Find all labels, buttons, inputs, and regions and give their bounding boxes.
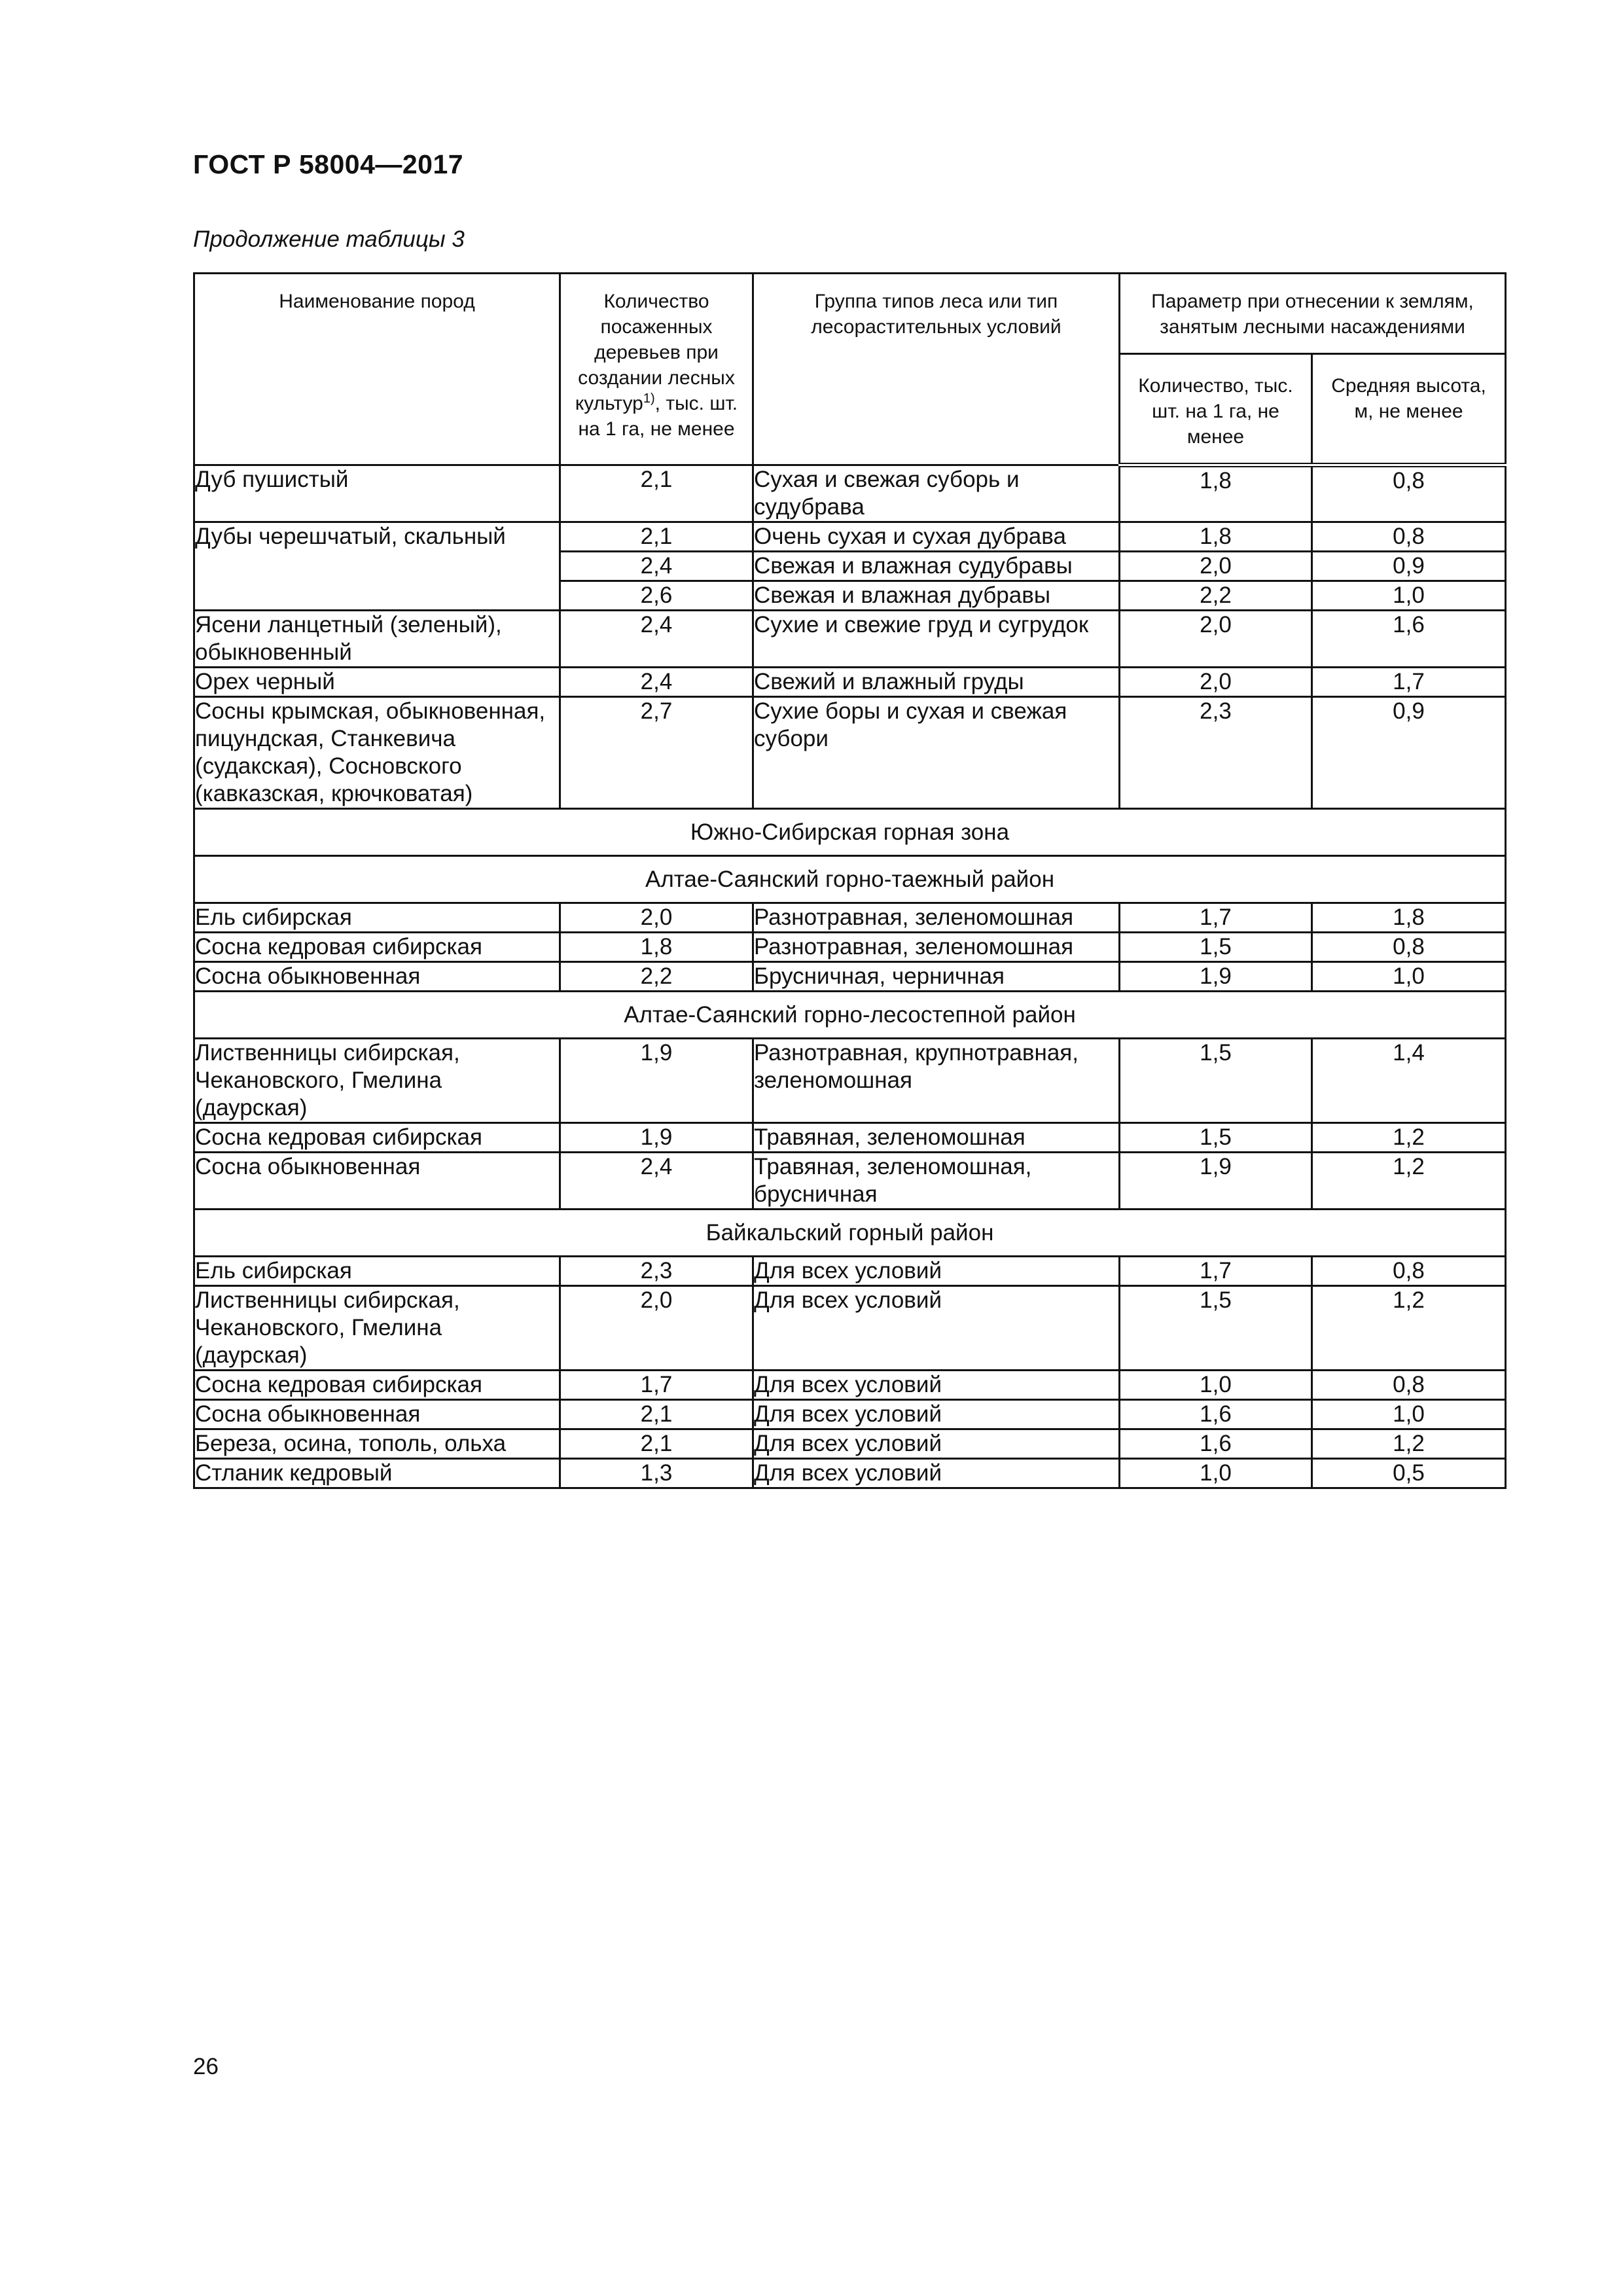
table-row [194,1371,1506,1400]
cell-planted: 2,1 [560,465,753,522]
header-planted [560,274,753,465]
cell-height: 1,0 [1312,962,1506,992]
cell-forest-type: Разнотравная, зеленомошная [753,933,1120,962]
cell-species: Сосны крымская, обыкновенная, пицундская, Станкевича (судакская), Сосновского (кавказская, крючковатая) [194,697,560,809]
cell-height: 0,5 [1312,1459,1506,1488]
cell-height: 1,0 [1312,581,1506,611]
cell-planted: 1,3 [560,1459,753,1488]
page-number: 26 [193,2054,219,2079]
cell-quantity: 1,7 [1120,1257,1312,1286]
table-head [194,274,1506,465]
cell-quantity: 1,8 [1120,522,1312,552]
cell-quantity: 1,0 [1120,1459,1312,1488]
cell-planted: 1,9 [560,1123,753,1153]
cell-forest-type: Для всех условий [753,1429,1120,1459]
cell-quantity: 1,7 [1120,903,1312,933]
cell-species: Сосна кедровая сибирская [194,1123,560,1153]
header-planted-tail: , тыс. шт. на 1 га, не менее [578,393,738,440]
cell-quantity: 2,0 [1120,668,1312,697]
cell-forest-type: Травяная, зеленомошная, брусничная [753,1153,1120,1210]
section-label: Южно-Сибирская горная зона [194,809,1506,856]
section-label: Алтае-Саянский горно-таежный район [194,856,1506,903]
cell-quantity: 1,5 [1120,1123,1312,1153]
cell-species: Стланик кедровый [194,1459,560,1488]
cell-height: 1,0 [1312,1400,1506,1429]
cell-species: Береза, осина, тополь, ольха [194,1429,560,1459]
cell-forest-type: Для всех условий [753,1371,1120,1400]
cell-quantity: 1,6 [1120,1429,1312,1459]
cell-forest-type: Свежий и влажный груды [753,668,1120,697]
cell-species: Сосна обыкновенная [194,1153,560,1210]
cell-height: 0,8 [1312,465,1506,522]
cell-quantity: 1,5 [1120,933,1312,962]
cell-planted: 2,7 [560,697,753,809]
table-row [194,1429,1506,1459]
footnote-ref: 1) [643,391,655,406]
cell-quantity: 1,6 [1120,1400,1312,1429]
cell-quantity: 1,0 [1120,1371,1312,1400]
forest-table [193,272,1507,1489]
cell-quantity: 2,0 [1120,552,1312,581]
table-row [194,903,1506,933]
cell-height: 1,7 [1312,668,1506,697]
table-row [194,1257,1506,1286]
cell-planted: 2,1 [560,522,753,552]
cell-height: 0,8 [1312,1257,1506,1286]
section-label: Алтае-Саянский горно-лесостепной район [194,992,1506,1039]
cell-forest-type: Сухие и свежие груд и сугрудок [753,611,1120,668]
cell-planted: 2,1 [560,1429,753,1459]
cell-planted: 1,9 [560,1039,753,1123]
cell-height: 1,6 [1312,611,1506,668]
header-planted-main: Количество посаженных деревьев при создании лесных культур [575,291,735,414]
cell-forest-type: Очень сухая и сухая дубрава [753,522,1120,552]
cell-planted: 2,4 [560,611,753,668]
cell-forest-type: Травяная, зеленомошная [753,1123,1120,1153]
cell-forest-type: Сухая и свежая суборь и судубрава [753,465,1120,522]
cell-quantity: 2,2 [1120,581,1312,611]
header-forest-type: Группа типов леса или тип лесорастительных условий [753,274,1120,465]
header-height: Средняя высота, м, не менее [1312,354,1506,465]
cell-species: Лиственницы сибирская, Чекановского, Гмелина (даурская) [194,1039,560,1123]
cell-height: 0,9 [1312,697,1506,809]
cell-species: Ясени ланцетный (зеленый), обыкновенный [194,611,560,668]
cell-planted: 1,7 [560,1371,753,1400]
table-row [194,962,1506,992]
cell-planted: 2,0 [560,903,753,933]
cell-forest-type: Для всех условий [753,1257,1120,1286]
table-row [194,1400,1506,1429]
cell-height: 0,8 [1312,1371,1506,1400]
cell-forest-type: Брусничная, черничная [753,962,1120,992]
document-header: ГОСТ Р 58004—2017 [193,149,464,179]
header-param-group: Параметр при отнесении к землям, занятым лесными насаждениями [1120,274,1506,354]
table-row [194,522,1506,552]
cell-species: Ель сибирская [194,903,560,933]
cell-planted: 2,6 [560,581,753,611]
header-species: Наименование пород [194,274,560,465]
table-row [194,1153,1506,1210]
cell-quantity: 1,5 [1120,1286,1312,1371]
table-row [194,1039,1506,1123]
cell-species: Дубы черешчатый, скальный [194,522,560,611]
cell-quantity: 1,8 [1120,465,1312,522]
cell-height: 1,8 [1312,903,1506,933]
cell-forest-type: Разнотравная, крупнотравная, зеленомошная [753,1039,1120,1123]
cell-planted: 2,1 [560,1400,753,1429]
cell-species: Сосна кедровая сибирская [194,1371,560,1400]
table-row [194,1286,1506,1371]
table-row [194,697,1506,809]
cell-planted: 1,8 [560,933,753,962]
cell-species: Ель сибирская [194,1257,560,1286]
cell-forest-type: Свежая и влажная судубравы [753,552,1120,581]
table-row [194,1459,1506,1488]
cell-height: 1,2 [1312,1286,1506,1371]
cell-species: Сосна обыкновенная [194,1400,560,1429]
cell-species: Дуб пушистый [194,465,560,522]
cell-forest-type: Сухие боры и сухая и свежая субори [753,697,1120,809]
cell-forest-type: Для всех условий [753,1286,1120,1371]
cell-species: Лиственницы сибирская, Чекановского, Гмелина (даурская) [194,1286,560,1371]
cell-species: Сосна кедровая сибирская [194,933,560,962]
section-row [194,809,1506,856]
cell-planted: 2,0 [560,1286,753,1371]
cell-forest-type: Для всех условий [753,1459,1120,1488]
table-row [194,465,1506,522]
section-row [194,856,1506,903]
cell-height: 0,9 [1312,552,1506,581]
cell-planted: 2,3 [560,1257,753,1286]
cell-height: 1,2 [1312,1153,1506,1210]
cell-height: 1,2 [1312,1429,1506,1459]
table-row [194,933,1506,962]
table-row [194,611,1506,668]
section-row [194,992,1506,1039]
cell-planted: 2,4 [560,668,753,697]
section-row [194,1210,1506,1257]
cell-quantity: 1,9 [1120,962,1312,992]
cell-height: 1,2 [1312,1123,1506,1153]
table-caption: Продолжение таблицы 3 [193,226,465,252]
cell-forest-type: Для всех условий [753,1400,1120,1429]
table-body [194,465,1506,1488]
cell-planted: 2,4 [560,1153,753,1210]
header-quantity: Количество, тыс. шт. на 1 га, не менее [1120,354,1312,465]
cell-quantity: 1,5 [1120,1039,1312,1123]
table-row [194,1123,1506,1153]
cell-height: 0,8 [1312,933,1506,962]
cell-forest-type: Свежая и влажная дубравы [753,581,1120,611]
cell-species: Сосна обыкновенная [194,962,560,992]
cell-planted: 2,4 [560,552,753,581]
cell-forest-type: Разнотравная, зеленомошная [753,903,1120,933]
cell-planted: 2,2 [560,962,753,992]
cell-species: Орех черный [194,668,560,697]
cell-quantity: 2,3 [1120,697,1312,809]
cell-height: 0,8 [1312,522,1506,552]
cell-quantity: 2,0 [1120,611,1312,668]
cell-height: 1,4 [1312,1039,1506,1123]
table-row [194,668,1506,697]
section-label: Байкальский горный район [194,1210,1506,1257]
cell-quantity: 1,9 [1120,1153,1312,1210]
